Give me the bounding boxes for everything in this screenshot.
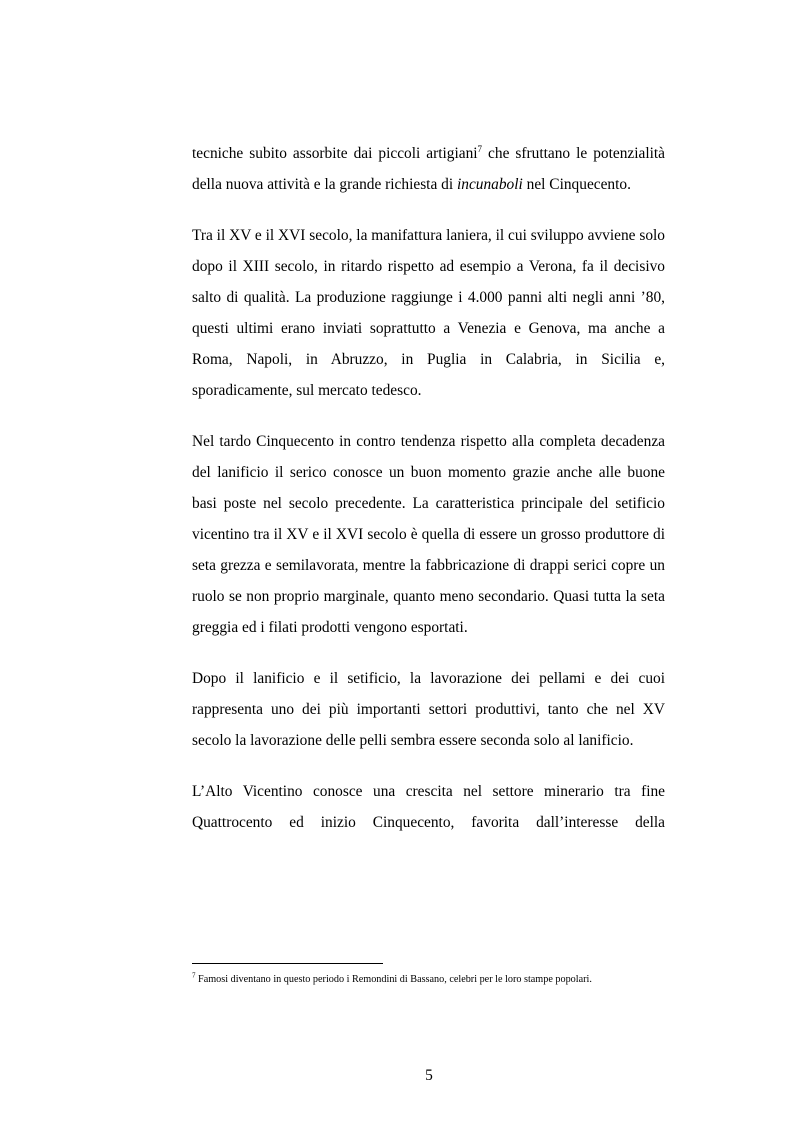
paragraph-1-text-middle: che sfruttano le potenzialità della nuova attività e la grande richiesta di bbox=[192, 145, 665, 193]
footnote-reference-7: 7 bbox=[477, 143, 483, 154]
paragraph-4: Dopo il lanificio e il setificio, la lavorazione dei pellami e dei cuoi rappresenta uno dei più importanti settori produttivi, tanto che nel XV secolo la lavorazione delle pelli sembra essere seconda solo al lanificio. bbox=[192, 670, 665, 749]
page-number: 5 bbox=[425, 1067, 433, 1084]
paragraph-5: L’Alto Vicentino conosce una crescita nel settore minerario tra fine Quattrocento ed inizio Cinquecento, favorita dall’interesse della bbox=[192, 783, 665, 831]
footnote-text: Famosi diventano in questo periodo i Remondini di Bassano, celebri per le loro stampe popolari. bbox=[195, 974, 592, 985]
body-text bbox=[192, 138, 665, 858]
paragraph-1 bbox=[192, 138, 665, 200]
footnote-marker: 7 bbox=[192, 971, 196, 980]
footnote-7 bbox=[192, 973, 665, 987]
paragraph-1-text-start: tecniche subito assorbite dai piccoli artigiani bbox=[192, 145, 478, 162]
paragraph-1-text-end: nel Cinquecento. bbox=[522, 176, 631, 193]
paragraph-3: Nel tardo Cinquecento in contro tendenza rispetto alla completa decadenza del lanificio il serico conosce un buon momento grazie anche alle buone basi poste nel secolo precedente. La caratteristica principale del setificio vicentino tra il XV e il XVI secolo è quella di essere un grosso produttore di seta grezza e semilavorata, mentre la fabbricazione di drappi serici copre un ruolo se non proprio marginale, quanto meno secondario. Quasi tutta la seta greggia ed i filati prodotti vengono esportati. bbox=[192, 433, 665, 636]
italic-term-incunaboli: incunaboli bbox=[456, 176, 523, 193]
footnote-separator bbox=[192, 963, 383, 964]
paragraph-2: Tra il XV e il XVI secolo, la manifattura laniera, il cui sviluppo avviene solo dopo il XIII secolo, in ritardo rispetto ad esempio a Verona, fa il decisivo salto di qualità. La produzione raggiunge i 4.000 panni alti negli anni ’80, questi ultimi erano inviati soprattutto a Venezia e Genova, ma anche a Roma, Napoli, in Abruzzo, in Puglia in Calabria, in Sicilia e, sporadicamente, sul mercato tedesco. bbox=[192, 227, 665, 399]
